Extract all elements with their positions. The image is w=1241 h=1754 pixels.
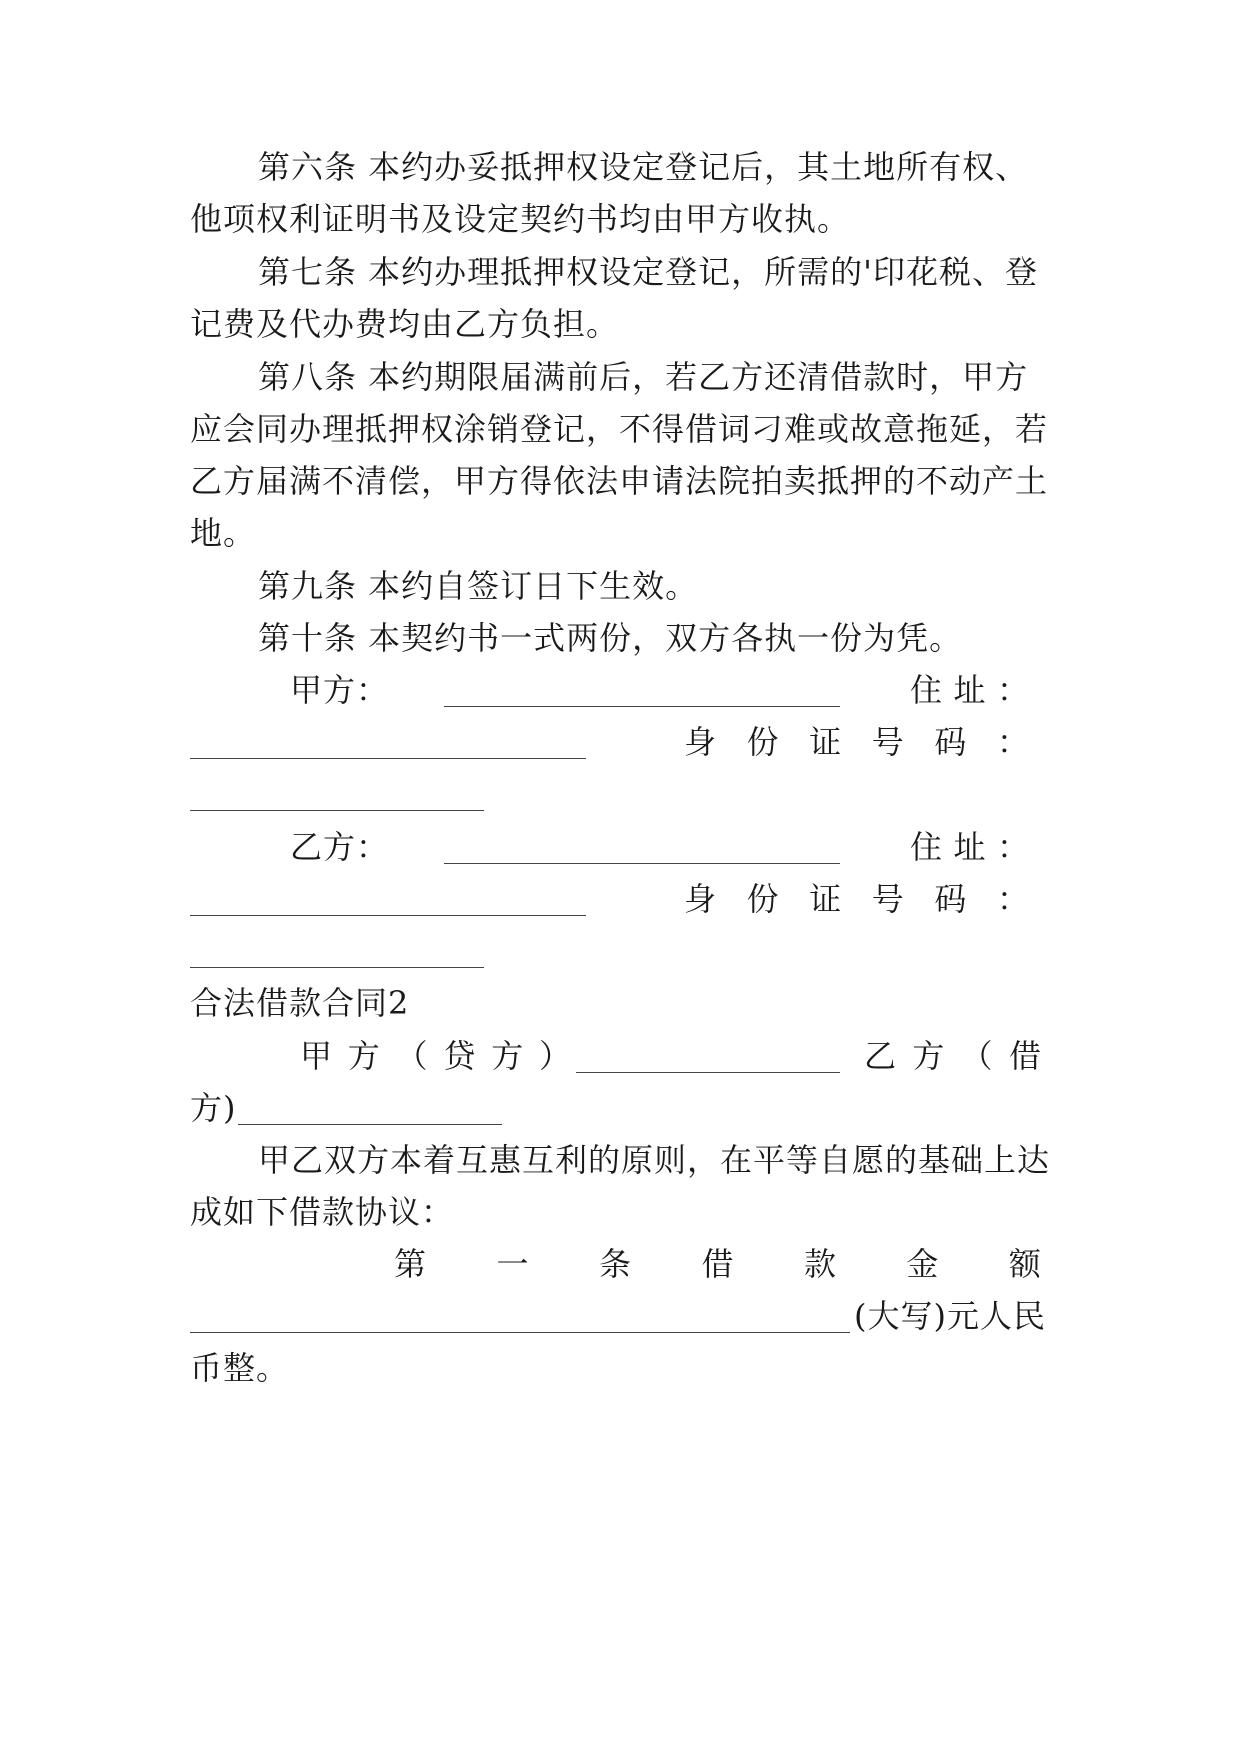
article-7-line-2: 记费及代办费均由乙方负担。 (190, 305, 620, 343)
party-a-id-blank[interactable] (190, 780, 484, 811)
article-8-line-1: 第八条 本约期限届满前后，若乙方还清借款时，甲方 (258, 358, 1029, 396)
intro-line-1: 甲乙双方本着互惠互利的原则，在平等自愿的基础上达 (258, 1141, 1051, 1179)
article-8-line-4: 地。 (190, 514, 257, 552)
article-9: 第九条 本约自签订日下生效。 (258, 567, 699, 605)
borrower-label: 乙 方 （ 借 (864, 1037, 1042, 1075)
lender-name-blank[interactable] (576, 1042, 840, 1073)
borrower-label-end: 方) (190, 1089, 237, 1127)
party-a-name-blank[interactable] (444, 676, 840, 707)
lender-label: 甲 方 （ 贷 方 ） (300, 1037, 572, 1075)
borrower-name-blank[interactable] (238, 1094, 502, 1125)
loan-amount-suffix: (大写)元人民 (854, 1297, 1046, 1335)
party-a-address-label: 住 址 ： (910, 671, 1030, 709)
party-b-id-label: 身 份 证 号 码 ： (684, 880, 1030, 918)
loan-amount-blank[interactable] (190, 1302, 850, 1333)
party-b-name-blank[interactable] (444, 833, 840, 864)
article-8-line-2: 应会同办理抵押权涂销登记，不得借词刁难或故意拖延，若 (190, 410, 1049, 448)
loan-amount-end: 币整。 (190, 1349, 290, 1387)
party-b-label: 乙 方 ： (290, 828, 390, 866)
intro-line-2: 成如下借款协议： (190, 1193, 455, 1231)
party-a-label: 甲 方 ： (290, 671, 390, 709)
party-a-id-label: 身 份 证 号 码 ： (684, 723, 1030, 761)
party-b-address-label: 住 址 ： (910, 828, 1030, 866)
party-b-id-blank[interactable] (190, 937, 484, 968)
article-6-line-2: 他项权利证明书及设定契约书均由甲方收执。 (190, 200, 851, 238)
contract-2-title: 合法借款合同2 (190, 984, 410, 1022)
article-1-heading: 第 一 条 借 款 金 额 (394, 1245, 1042, 1283)
article-10: 第十条 本契约书一式两份，双方各执一份为凭。 (258, 619, 963, 657)
article-7-line-1: 第七条 本约办理抵押权设定登记，所需的'印花税、登 (258, 253, 1038, 291)
article-6-line-1: 第六条 本约办妥抵押权设定登记后，其土地所有权、 (258, 148, 1029, 186)
article-8-line-3: 乙方届满不清偿，甲方得依法申请法院拍卖抵押的不动产土 (190, 462, 1049, 500)
party-a-address-blank[interactable] (190, 728, 586, 759)
party-b-address-blank[interactable] (190, 885, 586, 916)
